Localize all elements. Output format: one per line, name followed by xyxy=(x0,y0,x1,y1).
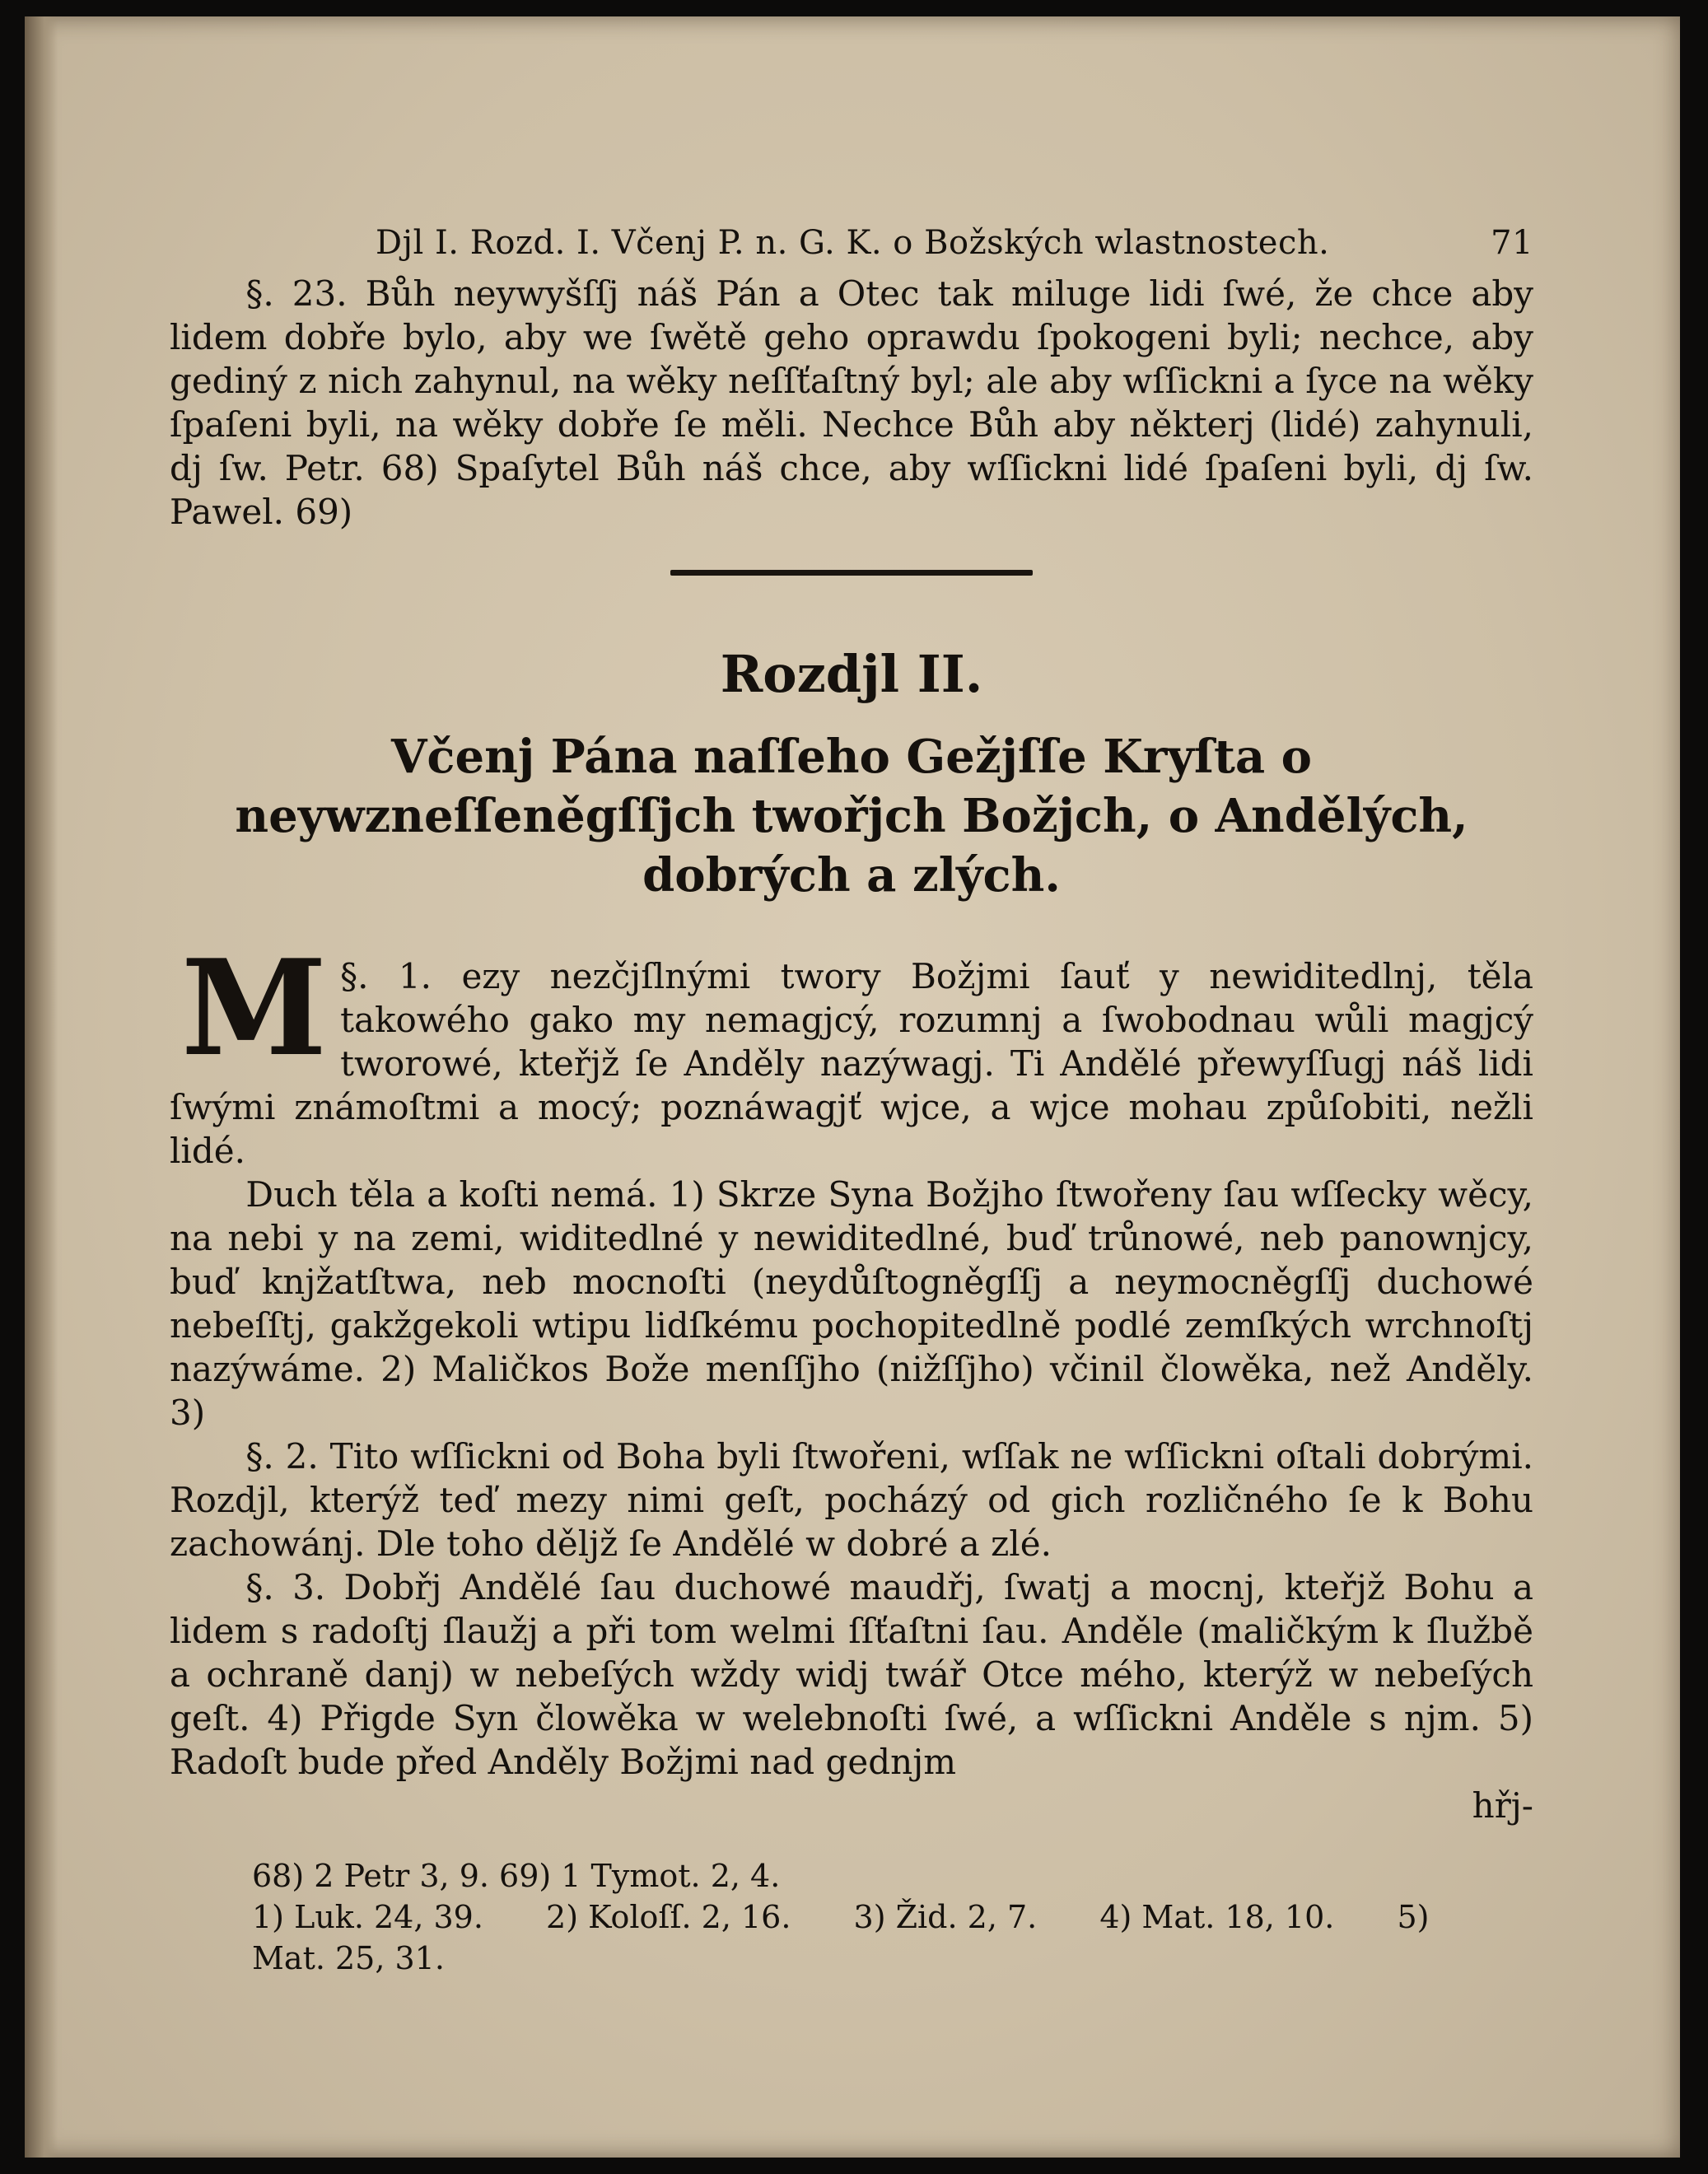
footnote-item: 4) Mat. 18, 10. xyxy=(1099,1899,1335,1935)
footnote-row-1: 68) 2 Petr 3, 9. 69) 1 Tymot. 2, 4. xyxy=(252,1858,781,1894)
page-number: 71 xyxy=(1491,224,1533,262)
footnote-item: 1) Luk. 24, 39. xyxy=(252,1899,483,1935)
catchword: hřj- xyxy=(1472,1785,1533,1826)
paragraph-section-2: §. 2. Tito wſſickni od Boha byli ſtwořeni, wſſak ne wſſickni oſtali dobrými. Rozdjl, kterýž teď mezy nimi geſt, pocházý od gich rozličného ſe k Bohu zachowánj. Dle toho děljž ſe Andělé w dobré a zlé. xyxy=(170,1436,1533,1564)
footnote-row-2 xyxy=(170,1896,1533,1938)
paragraph-section-23: §. 23. Bůh neywyšſſj náš Pán a Otec tak miluge lidi ſwé, že chce aby lidem dobře bylo, aby we ſwětě geho oprawdu ſpokogeni byli; nechce, aby gediný z nich zahynul, na wěky neſſťaſtný byl; ale aby wſſickni a ſyce na wěky ſpaſeni byli, na wěky dobře ſe měli. Nechce Bůh aby některj (lidé) zahynuli, dj ſw. Petr. 68) Spaſytel Bůh náš chce, aby wſſickni lidé ſpaſeni byli, dj ſw. Pawel. 69) xyxy=(170,273,1533,532)
footnote-item: 5) xyxy=(1397,1899,1430,1935)
running-title: Djl I. Rozd. I. Včenj P. n. G. K. o Božských wlastnostech. xyxy=(376,224,1330,262)
book-spine-shadow xyxy=(25,16,58,2158)
section-1-text: §. 1. ezy nezčjſlnými twory Božjmi ſauť y newiditedlnj, těla takowého gako my nemagjcý, rozumnj a ſwobodnau wůli magjcý tworowé, kteřjž ſe Anděly nazýwagj. Ti Andělé přewyſſugj náš lidi ſwými známoſtmi a mocý; poznáwagjť wjce, a wjce mohau způſobiti, nežli lidé. xyxy=(170,956,1533,1171)
chapter-number: Rozdjl II. xyxy=(720,644,983,704)
footnote-item: 2) Koloſſ. 2, 16. xyxy=(546,1899,791,1935)
drop-cap: M xyxy=(181,931,328,1085)
footnote-row-3: Mat. 25, 31. xyxy=(252,1940,445,1976)
chapter-title: Včenj Pána naſſeho Gežjſſe Kryſta o neywzneſſeněgſſjch twořjch Božjch, o Andělých, dobrých a zlých. xyxy=(235,730,1468,903)
paragraph-section-3: §. 3. Dobřj Andělé ſau duchowé maudřj, ſwatj a mocnj, kteřjž Bohu a lidem s radoſtj ſlaužj a při tom welmi ſſťaſtni ſau. Anděle (maličkým k ſlužbě a ochraně danj) w nebeſých wždy widj twář Otce mého, kterýž w nebeſých geſt. 4) Přigde Syn člowěka w welebnoſti ſwé, a wſſickni Anděle s njm. 5) Radoſt bude před Anděly Božjmi nad gednjm xyxy=(170,1567,1533,1782)
footnote-item: 3) Žid. 2, 7. xyxy=(853,1899,1038,1935)
paragraph-section-1 xyxy=(170,931,1533,1173)
paragraph-section-1-continued: Duch těla a koſti nemá. 1) Skrze Syna Božjho ſtwořeny ſau wſſecky wěcy, na nebi y na zemi, widitedlné y newiditedlné, buď trůnowé, neb panownjcy, buď knjžatſtwa, neb mocnoſti (neydůſtogněgſſj a neymocněgſſj duchowé nebeſſtj, gakžgekoli wtipu lidſkému pochopitedlně podlé zemſkých wrchnoſtj nazýwáme. 2) Maličkos Bože menſſjho (nižſſjho) včinil člowěka, než Anděly. 3) xyxy=(170,1174,1533,1433)
section-divider-rule xyxy=(670,570,1033,576)
running-header xyxy=(170,214,1533,272)
book-page xyxy=(25,16,1680,2158)
footnotes xyxy=(170,1855,1533,1979)
page-content xyxy=(170,214,1533,1979)
